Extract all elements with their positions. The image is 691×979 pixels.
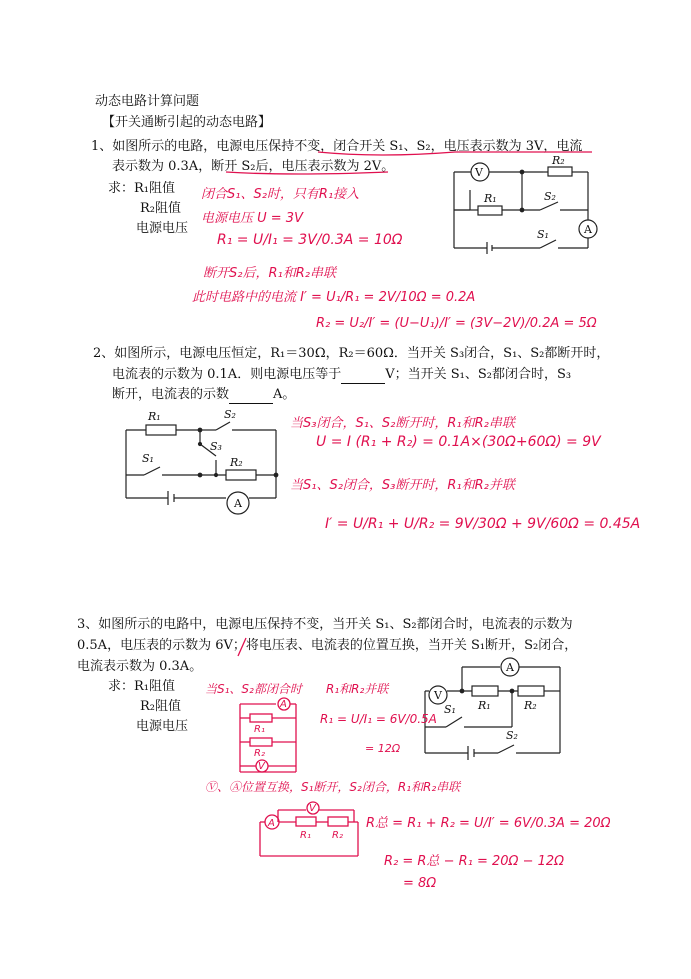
q1-ask-r2: R₂阻值 (140, 201, 181, 216)
q3-sketch1-voltmeter-label: V (258, 761, 265, 772)
q3-ask-r1: 求：R₁阻值 (108, 679, 175, 694)
q3-ask-voltage: 电源电压 (136, 719, 189, 734)
q3-note-5: Ⓥ、Ⓐ位置互换，S₁断开，S₂闭合，R₁和R₂串联 (205, 780, 461, 794)
q3-sketch2-voltmeter-label: V (309, 803, 316, 814)
q2-note-2: U = I (R₁ + R₂) = 0.1A×(30Ω+60Ω) = 9V (316, 434, 601, 450)
q3-r1-label: R₁ (478, 699, 491, 712)
q3-sketch-parallel (234, 694, 304, 780)
q2-r2-label: R₂ (230, 456, 243, 469)
q1-voltmeter-label: V (475, 166, 483, 179)
q3-text-line3: 电流表示数为 0.3A。 (77, 659, 203, 674)
q2-s3-label: S₃ (210, 440, 222, 453)
q2-text-line3-b: A。 (273, 387, 296, 402)
q1-note-3: R₁ = U/I₁ = 3V/0.3A = 10Ω (217, 232, 403, 248)
q1-s1-label: S₁ (537, 228, 549, 241)
q3-note-2: R₁和R₂并联 (326, 682, 389, 696)
q3-text-line1: 3、如图所示的电路中，电源电压保持不变，当开关 S₁、S₂都闭合时，电流表的示数为 (77, 617, 573, 632)
q1-note-2: 电源电压 U = 3V (201, 211, 303, 226)
q2-r1-label: R₁ (148, 410, 161, 423)
section-subtitle: 【开关通断引起的动态电路】 (102, 115, 272, 130)
q3-text-line2: 0.5A，电压表的示数为 6V；将电压表、电流表的位置互换，当开关 S₁断开，S₂闭合， (77, 638, 578, 653)
q1-note-4: 断开S₂后，R₁和R₂串联 (203, 266, 336, 281)
q2-blank-voltage[interactable] (341, 370, 385, 384)
q1-ask-voltage: 电源电压 (136, 221, 189, 236)
q3-s1-label: S₁ (444, 703, 456, 716)
q3-sketch2-ammeter-label: A (268, 818, 275, 829)
q1-resistor-r2 (548, 167, 572, 176)
q1-r2-label: R₂ (552, 154, 565, 167)
q2-text-line2-a: 电流表的示数为 0.1A．则电源电压等于 (112, 367, 342, 382)
q3-sketch1-ammeter-label: A (280, 699, 287, 710)
q1-note-5: 此时电路中的电流 I′ = U₁/R₁ = 2V/10Ω = 0.2A (192, 290, 476, 305)
q3-ask-r2: R₂阻值 (140, 699, 181, 714)
q3-ammeter-label: A (506, 661, 514, 674)
q2-s2-label: S₂ (224, 408, 236, 421)
q3-note-3: R₁ = U/I₁ = 6V/0.5A (320, 712, 437, 726)
q2-text-line2-b: V；当开关 S₁、S₂都闭合时，S₃ (385, 367, 572, 382)
q1-circuit-diagram (440, 152, 610, 257)
q2-resistor-r2 (226, 470, 256, 480)
q3-s2-label: S₂ (506, 729, 518, 742)
q2-circuit-diagram (118, 400, 288, 515)
q2-note-1: 当S₃闭合，S₁、S₂断开时，R₁和R₂串联 (290, 416, 515, 431)
q3-resistor-r1 (472, 686, 498, 696)
q1-text-line2: 表示数为 0.3A，断开 S₂后，电压表示数为 2V。 (112, 159, 395, 174)
q3-note-1: 当S₁、S₂都闭合时 (205, 682, 302, 696)
q1-r1-label: R₁ (484, 192, 497, 205)
q1-ammeter-label: A (584, 223, 592, 236)
q2-text-line1: 2、如图所示，电源电压恒定，R₁＝30Ω，R₂＝60Ω．当开关 S₃闭合，S₁、S₂都断开时， (93, 346, 610, 361)
q3-sketch1-r1-label: R₁ (254, 724, 265, 735)
q3-voltmeter-label: V (434, 689, 442, 702)
page-title: 动态电路计算问题 (95, 94, 200, 109)
q3-note-4: = 12Ω (365, 742, 401, 755)
q3-note-7: R₂ = R总 − R₁ = 20Ω − 12Ω (384, 854, 565, 869)
q1-note-1: 闭合S₁、S₂时，只有R₁接入 (201, 187, 360, 202)
q3-note-6: R总 = R₁ + R₂ = U/I′ = 6V/0.3A = 20Ω (366, 816, 611, 831)
q2-resistor-r1 (146, 425, 176, 435)
q2-text-line3-a: 断开，电流表的示数 (112, 387, 230, 402)
q3-circuit-diagram (420, 655, 570, 760)
q2-ammeter-label: A (234, 497, 242, 510)
q2-note-4: I′ = U/R₁ + U/R₂ = 9V/30Ω + 9V/60Ω = 0.45A (325, 516, 641, 532)
q3-sketch2-r1-label: R₁ (300, 830, 311, 841)
q3-note-8: = 8Ω (403, 876, 437, 891)
q1-resistor-r1 (478, 206, 502, 215)
q3-r2-label: R₂ (524, 699, 537, 712)
q2-text-line2 (112, 366, 571, 384)
q1-text-line1: 1、如图所示的电路，电源电压保持不变，闭合开关 S₁、S₂，电压表示数为 3V，电流 (91, 139, 583, 154)
q2-note-3: 当S₁、S₂闭合，S₃断开时，R₁和R₂并联 (290, 478, 515, 493)
q3-slash-mark (232, 636, 252, 660)
q2-s1-label: S₁ (142, 452, 154, 465)
q3-sketch-series (258, 800, 368, 862)
q1-s2-label: S₂ (544, 190, 556, 203)
q3-sketch2-r2-label: R₂ (332, 830, 343, 841)
q1-ask-r1: 求：R₁阻值 (108, 181, 175, 196)
q1-note-6: R₂ = U₂/I′ = (U−U₁)/I′ = (3V−2V)/0.2A = 5Ω (316, 316, 597, 331)
q3-sketch1-r2-label: R₂ (254, 748, 265, 759)
q3-resistor-r2 (518, 686, 544, 696)
